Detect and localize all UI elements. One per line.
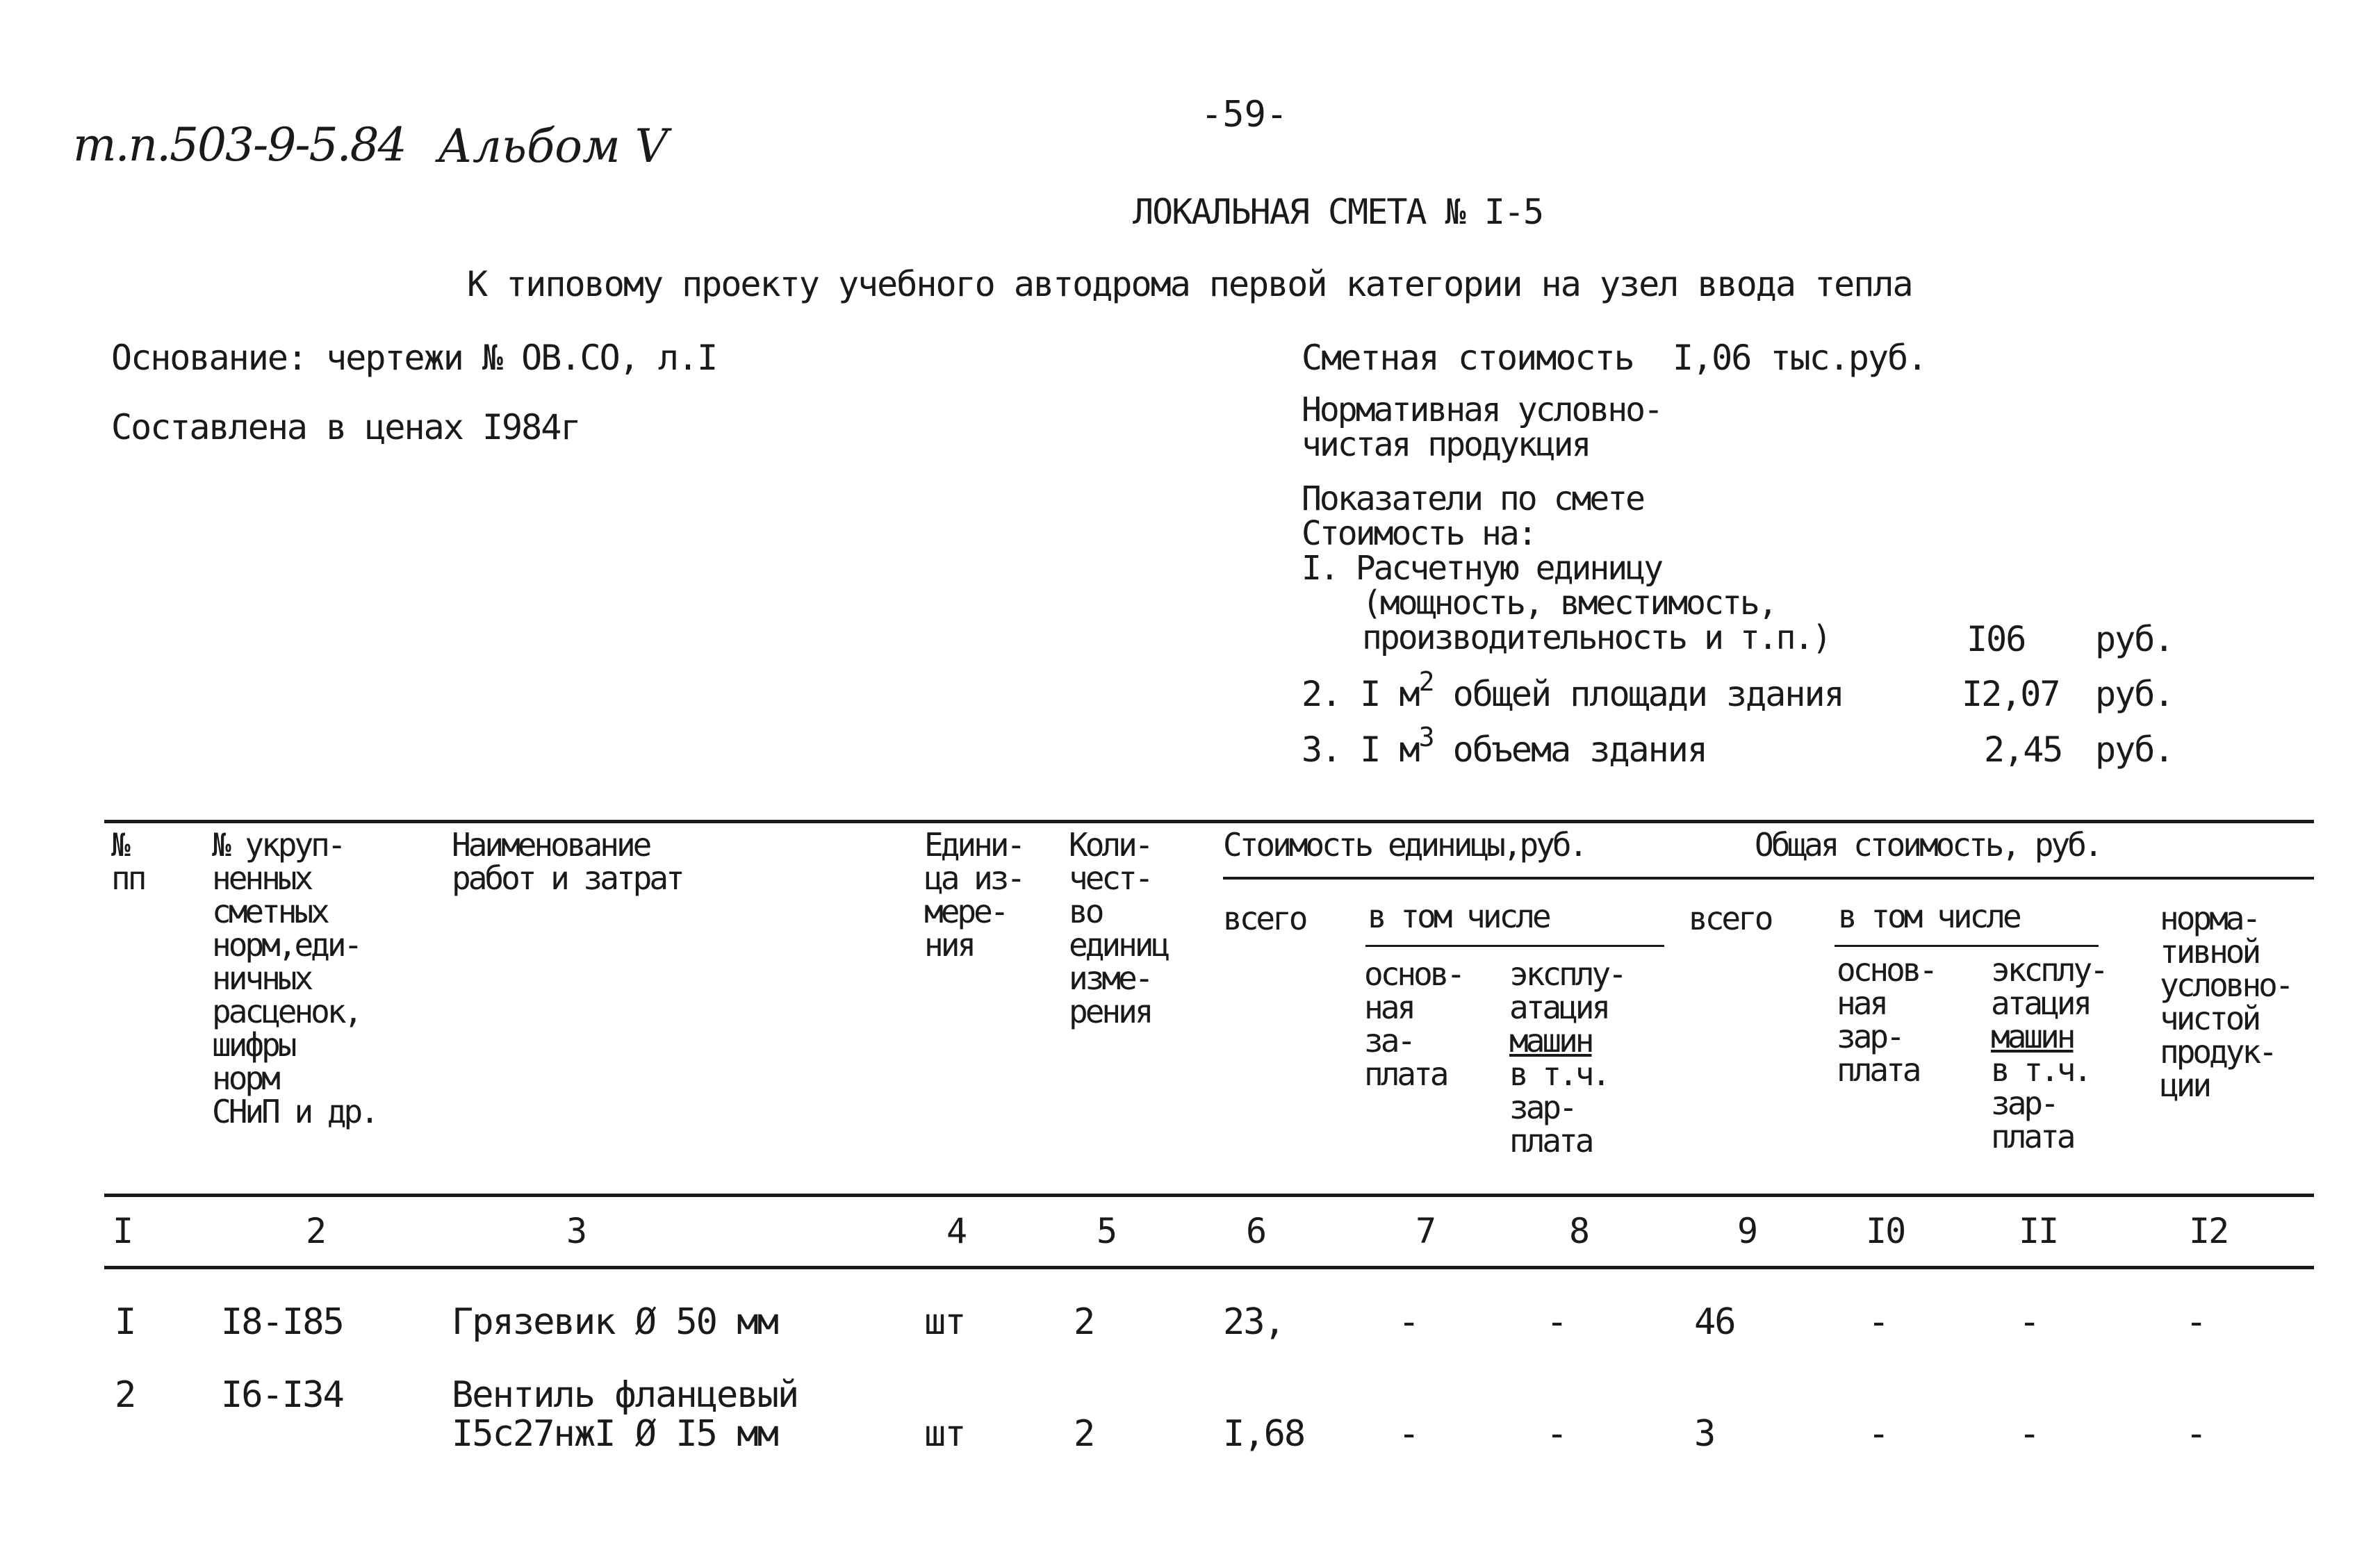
col-number: 7 xyxy=(1415,1211,1436,1251)
indicator-3-superscript: 3 xyxy=(1418,722,1434,752)
col-number: I2 xyxy=(2189,1211,2229,1251)
indicator-1-line-1: I. Расчетную единицу xyxy=(1302,549,1661,588)
indicator-2-text: общей площади здания xyxy=(1452,674,1844,714)
normative-line-2: чистая продукция xyxy=(1302,425,1590,464)
row-number: I xyxy=(115,1301,136,1343)
header-unit-total: всего xyxy=(1223,900,1306,937)
work-name-line-1: Вентиль фланцевый xyxy=(452,1374,798,1416)
unit-cost-total: I,68 xyxy=(1223,1413,1305,1455)
indicator-1-line-2: (мощность, вместимость, xyxy=(1362,584,1776,622)
col-number: 9 xyxy=(1737,1211,1757,1251)
norm-code: I6-I34 xyxy=(221,1374,343,1416)
page-number: -59- xyxy=(1201,94,1288,135)
header-total-cost: Общая стоимость, руб. xyxy=(1755,826,2101,864)
prices-text: Составлена в ценах I984г xyxy=(111,407,580,447)
indicator-2-value: I2,07 xyxy=(1962,674,2060,714)
album-label: Альбом V xyxy=(438,119,668,173)
header-total-machines-line3: в т.ч. зар- плата xyxy=(1991,1051,2090,1155)
header-unit: Едини- ца из- мере- ния xyxy=(924,826,1024,964)
indicator-2-superscript: 2 xyxy=(1418,666,1434,697)
normative-product: - xyxy=(2185,1413,2206,1455)
header-unit-cost: Стоимость единицы,руб. xyxy=(1223,826,1586,864)
total-cost: 46 xyxy=(1694,1301,1735,1343)
estimated-cost: Сметная стоимость I,06 тыс.руб. xyxy=(1302,338,1927,378)
indicator-3-label xyxy=(1302,722,1707,770)
col-number: I0 xyxy=(1866,1211,1905,1251)
unit: шт xyxy=(924,1413,965,1455)
table-top-rule xyxy=(104,820,2314,823)
indicators-heading: Показатели по смете xyxy=(1302,479,1644,518)
total-cost-wage: - xyxy=(1868,1413,1889,1455)
header-total-machines xyxy=(1991,953,2106,1153)
col-number: 4 xyxy=(946,1211,967,1251)
indicator-1-value: I06 xyxy=(1967,619,2026,659)
indicator-3-unit: руб. xyxy=(2095,729,2174,770)
cost-group-rule xyxy=(1223,877,2314,880)
total-cost: 3 xyxy=(1694,1413,1715,1455)
header-total-machines-line1: эксплу- атация xyxy=(1991,951,2106,1022)
header-norm-code: № укруп- ненных сметных норм,еди- ничных расценок, шифры норм СНиП и др. xyxy=(212,826,377,1130)
header-total-wage: основ- ная зар- плата xyxy=(1837,951,1936,1089)
row-number: 2 xyxy=(115,1374,136,1416)
unit-cost-machines: - xyxy=(1546,1301,1567,1343)
col-number: 8 xyxy=(1569,1211,1589,1251)
unit-cost-wage: - xyxy=(1398,1301,1419,1343)
quantity: 2 xyxy=(1074,1413,1094,1455)
indicator-2-prefix: 2. I м xyxy=(1302,674,1419,714)
header-total-machines-line2: машин xyxy=(1991,1018,2074,1055)
total-cost-machines: - xyxy=(2019,1301,2040,1343)
total-incl-rule xyxy=(1835,945,2099,947)
unit-incl-rule xyxy=(1365,945,1664,947)
header-unit-incl: в том числе xyxy=(1368,898,1549,935)
unit-cost-machines: - xyxy=(1546,1413,1567,1455)
col-number: 3 xyxy=(566,1211,586,1251)
normative-line-1: Нормативная условно- xyxy=(1302,390,1661,429)
unit-cost-wage: - xyxy=(1398,1413,1419,1455)
document-reference: т.п.503-9-5.84 xyxy=(73,118,406,172)
col-number: 2 xyxy=(306,1211,326,1251)
normative-product: - xyxy=(2185,1301,2206,1343)
header-unit-machines-line2: машин xyxy=(1509,1022,1592,1059)
indicator-2-label xyxy=(1302,666,1844,714)
col-number: II xyxy=(2019,1211,2058,1251)
column-numbers-rule xyxy=(104,1266,2314,1269)
col-number: I xyxy=(113,1211,133,1251)
header-row-number: № пп xyxy=(111,826,145,897)
basis-text: Основание: чертежи № ОВ.СО, л.I xyxy=(111,338,717,378)
header-unit-machines-line3: в т.ч. зар- плата xyxy=(1509,1055,1609,1160)
header-unit-machines xyxy=(1509,955,1625,1160)
header-work-name: Наименование работ и затрат xyxy=(452,826,682,897)
quantity: 2 xyxy=(1074,1301,1094,1343)
work-name-line-2: I5с27нжI Ø I5 мм xyxy=(452,1413,778,1455)
header-unit-wage: основ- ная за- плата xyxy=(1364,955,1463,1093)
unit-cost-total: 23, xyxy=(1223,1301,1284,1343)
header-total-total: всего xyxy=(1689,900,1771,937)
indicator-3-text: объема здания xyxy=(1452,729,1707,770)
total-cost-wage: - xyxy=(1868,1301,1889,1343)
total-cost-machines: - xyxy=(2019,1413,2040,1455)
col-number: 6 xyxy=(1246,1211,1266,1251)
indicator-3-prefix: 3. I м xyxy=(1302,729,1419,770)
document-subtitle: К типовому проекту учебного автодрома первой категории на узел ввода тепла xyxy=(467,264,1912,304)
header-total-incl: в том числе xyxy=(1838,898,2019,935)
work-name: Грязевик Ø 50 мм xyxy=(452,1301,778,1343)
header-quantity: Коли- чест- во единиц изме- рения xyxy=(1069,826,1168,1030)
header-normative-product: норма- тивной условно- чистой продук- ции xyxy=(2160,900,2292,1104)
header-unit-machines-line1: эксплу- атация xyxy=(1509,955,1625,1026)
unit: шт xyxy=(924,1301,965,1343)
col-number: 5 xyxy=(1097,1211,1117,1251)
norm-code: I8-I85 xyxy=(221,1301,343,1343)
header-bottom-rule xyxy=(104,1194,2314,1197)
indicator-1-line-3: производительность и т.п.) xyxy=(1362,618,1830,657)
indicator-2-unit: руб. xyxy=(2095,674,2174,714)
cost-for-label: Стоимость на: xyxy=(1302,514,1536,553)
indicator-3-value: 2,45 xyxy=(1984,729,2062,770)
document-title: ЛОКАЛЬНАЯ СМЕТА № I-5 xyxy=(1133,192,1543,232)
indicator-1-unit: руб. xyxy=(2095,619,2174,659)
